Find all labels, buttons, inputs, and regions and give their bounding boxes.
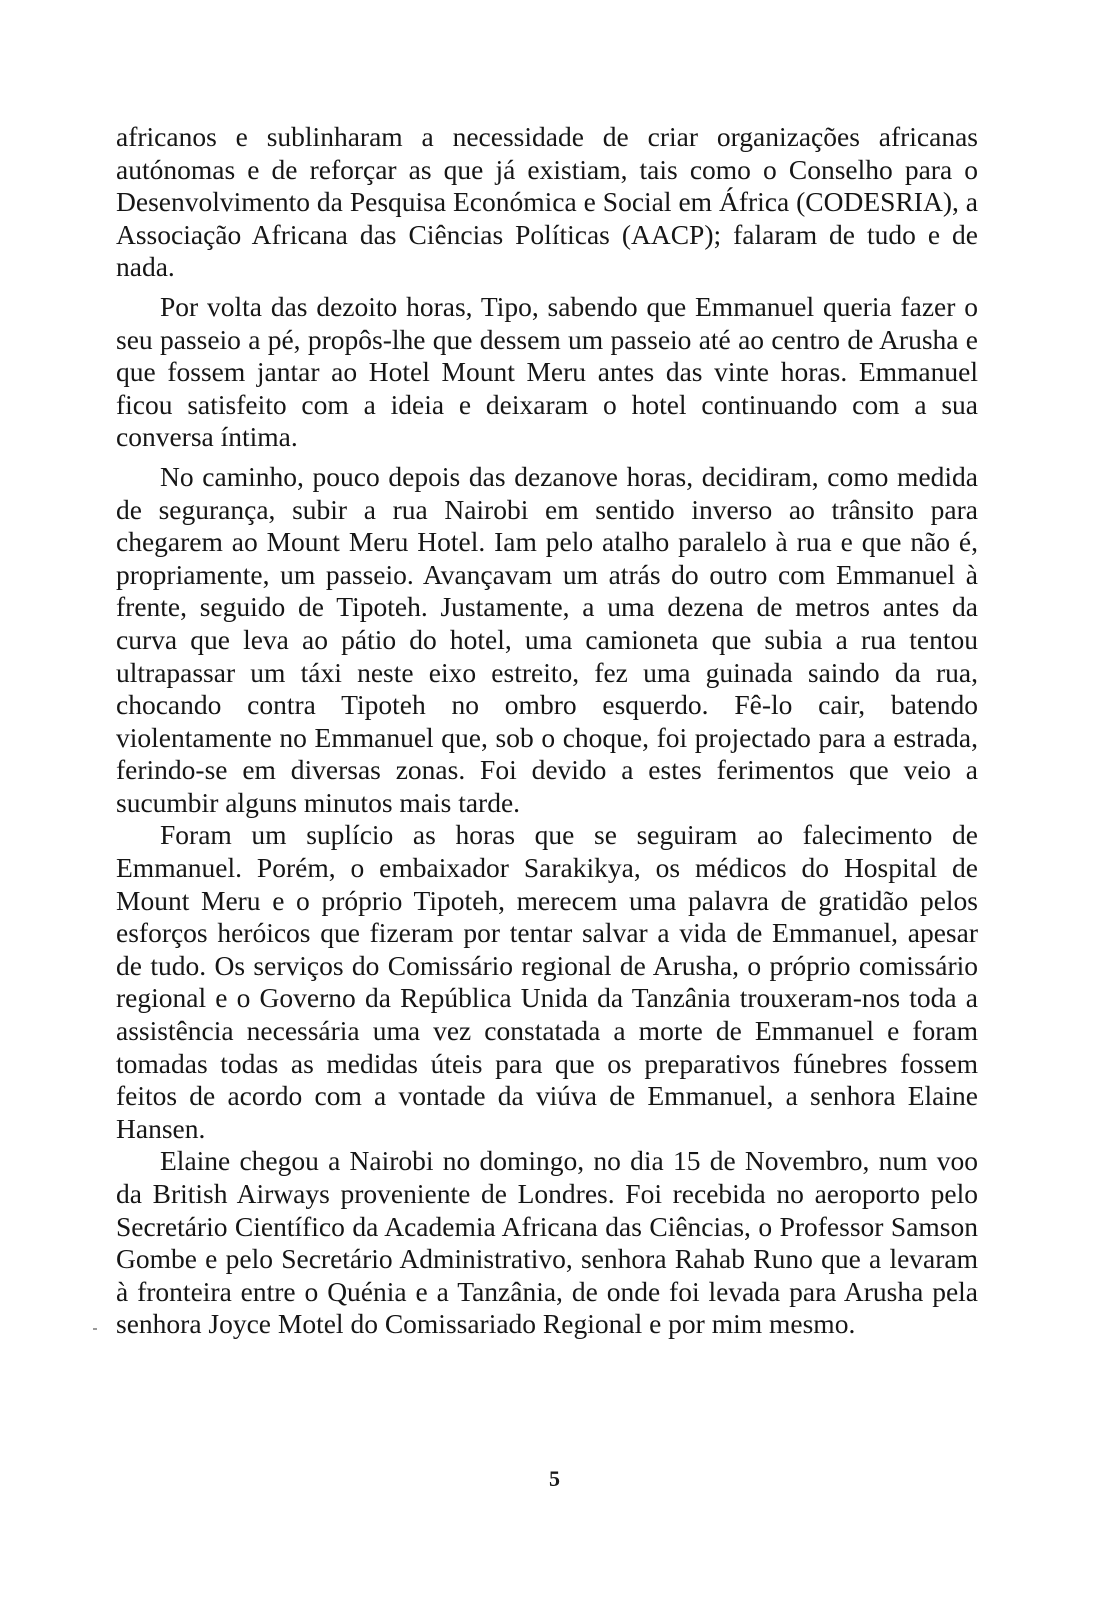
paragraph-3: No caminho, pouco depois das dezanove horas, decidiram, como medida de segurança, subir a rua Nairobi em sentido inverso ao trânsito para chegarem ao Mount Meru Hotel. Iam pelo atalho paralelo à rua e que não é, propriamente, um passeio. Avançavam um atrás do outro com Emmanuel à frente, seguido de Tipoteh. Justamente, a uma dezena de metros antes da curva que leva ao pátio do hotel, uma camioneta que subia a rua tentou ultrapassar um táxi neste eixo estreito, fez uma guinada saindo da rua, chocando contra Tipoteh no ombro esquerdo. Fê-lo cair, batendo violentamente no Emmanuel que, sob o choque, foi projectado para a estrada, ferindo-se em diversas zonas. Foi devido a estes ferimentos que veio a sucumbir alguns minutos mais tarde. <box>116 460 978 818</box>
scan-speck <box>93 1328 97 1330</box>
paragraph-5: Elaine chegou a Nairobi no domingo, no dia 15 de Novembro, num voo da British Airways proveniente de Londres. Foi recebida no aeroporto pelo Secretário Científico da Academia Africana das Ciências, o Professor Samson Gombe e pelo Secretário Administrativo, senhora Rahab Runo que a levaram à fronteira entre o Quénia e a Tanzânia, de onde foi levada para Arusha pela senhora Joyce Motel do Comissariado Regional e por mim mesmo. <box>116 1145 978 1340</box>
paragraph-2: Por volta das dezoito horas, Tipo, sabendo que Emmanuel queria fazer o seu passeio a pé, propôs-lhe que dessem um passeio até ao centro de Arusha e que fossem jantar ao Hotel Mount Meru antes das vinte horas. Emmanuel ficou satisfeito com a ideia e deixaram o hotel continuando com a sua conversa íntima. <box>116 290 978 453</box>
paragraph-4: Foram um suplício as horas que se seguiram ao falecimento de Emmanuel. Porém, o embaixador Sarakikya, os médicos do Hospital de Mount Meru e o próprio Tipoteh, merecem uma palavra de gratidão pelos esforços heróicos que fizeram por tentar salvar a vida de Emmanuel, apesar de tudo. Os serviços do Comissário regional de Arusha, o próprio comissário regional e o Governo da República Unida da Tanzânia trouxeram-nos toda a assistência necessária uma vez constatada a morte de Emmanuel e foram tomadas todas as medidas úteis para que os preparativos fúnebres fossem feitos de acordo com a vontade da viúva de Emmanuel, a senhora Elaine Hansen. <box>116 819 978 1144</box>
body-text <box>116 121 978 1341</box>
paragraph-1: africanos e sublinharam a necessidade de criar organizações africanas autónomas e de reforçar as que já existiam, tais como o Conselho para o Desenvolvimento da Pesquisa Económica e Social em África (CODESRIA), a Associação Africana das Ciências Políticas (AACP); falaram de tudo e de nada. <box>116 121 978 283</box>
page-number: 5 <box>549 1466 560 1491</box>
